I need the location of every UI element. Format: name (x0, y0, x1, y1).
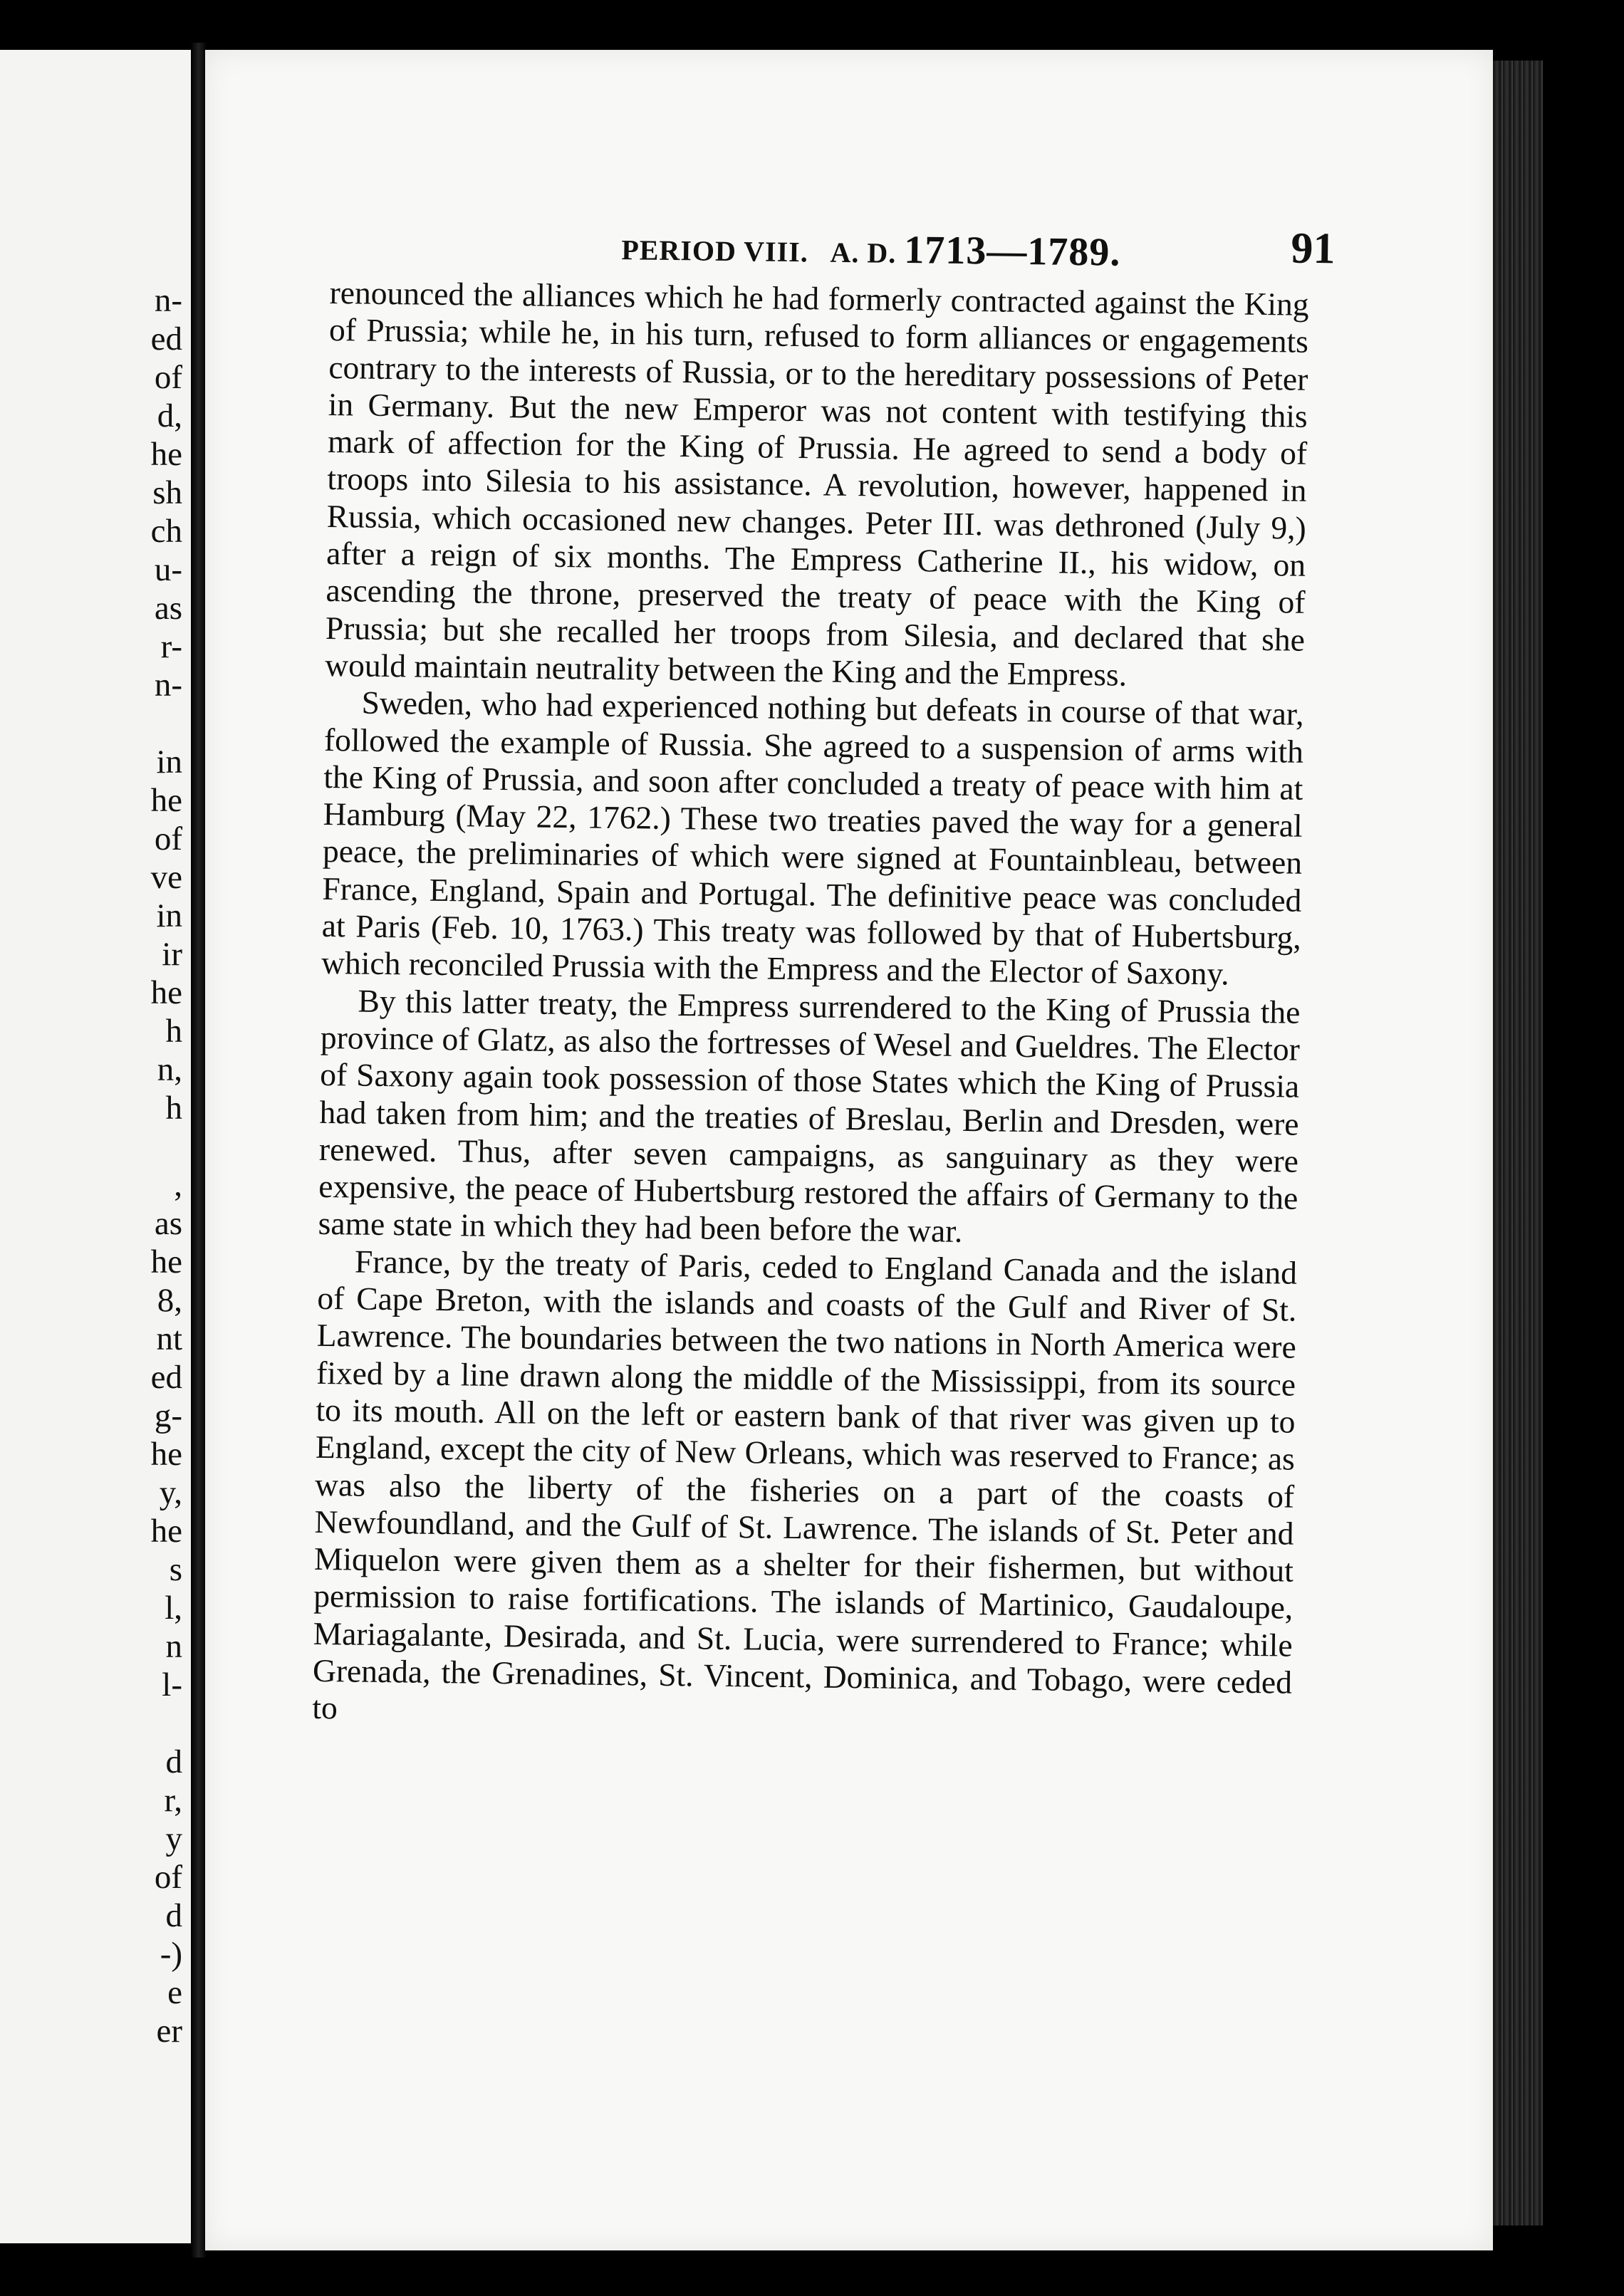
previous-page-line-ending: n- (154, 282, 182, 319)
previous-page-line-ending: he (150, 1243, 182, 1280)
previous-page-line-ending: ir (162, 936, 182, 973)
previous-page-line-ending: as (154, 1205, 182, 1242)
previous-page-line-ending: he (150, 782, 182, 819)
previous-page-line-ending: 8, (157, 1282, 182, 1319)
previous-page-line-ending: n, (157, 1051, 182, 1088)
previous-page-line-ending: ch (150, 513, 182, 550)
paragraph-4: France, by the treaty of Paris, ceded to England Canada and the island of Cape Breton, with the islands and coasts of the Gulf and River of St. Lawrence. The boundaries between the two nations in North America were fixed by a line drawn along the middle of the Mississippi, from its source to its mouth. All on the left or eastern bank of that river was given up to England, except the city of New Orleans, which was reserved to France; as was also the liberty of the fisheries on a part of the coasts of Newfoundland, and the Gulf of St. Lawrence. The islands of St. Peter and Miquelon were given them as a shelter for their fishermen, but without permission to raise fortifications. The islands of Martinico, Gaudaloupe, Mariagalante, Desirada, and St. Lucia, were surrendered to France; while Grenada, the Grenadines, St. Vincent, Dominica, and Tobago, were ceded to (312, 1243, 1298, 1726)
previous-page-line-ending: g- (154, 1397, 182, 1434)
previous-page-line-endings (151, 281, 182, 2050)
previous-page-line-ending: y, (159, 1474, 182, 1511)
previous-page-line-ending: d, (157, 397, 182, 434)
previous-page-line-ending: in (156, 897, 182, 934)
book-spine (191, 43, 207, 2258)
previous-page-line-ending: ed (150, 320, 182, 358)
previous-page-line-ending: -) (160, 1936, 182, 1973)
previous-page-line-ending: of (154, 359, 182, 396)
previous-page-line-ending: nt (156, 1320, 182, 1357)
previous-page-line-ending: he (150, 1436, 182, 1473)
previous-page-line-ending (151, 704, 182, 743)
header-period-label: PERIOD VIII. (621, 234, 809, 268)
header-period (621, 224, 1121, 276)
previous-page-line-ending: d (165, 1743, 182, 1780)
page-edges (1493, 61, 1543, 2225)
previous-page-line-ending: n- (154, 667, 182, 704)
page-body (312, 274, 1309, 1738)
previous-page-line-ending: in (156, 743, 182, 781)
previous-page-line-ending: l, (165, 1590, 182, 1627)
previous-page-line-ending: he (150, 436, 182, 473)
previous-page-line-ending: ed (150, 1359, 182, 1396)
book-page (205, 50, 1493, 2250)
previous-page-line-ending: y (165, 1820, 182, 1857)
previous-page-line-ending: r, (164, 1782, 182, 1819)
paragraph-1: renounced the alliances which he had formerly contracted against the King of Prussia; while he, in his turn, refused to form alliances or engagements contrary to the interests of Russia, or to the hereditary possessions of Peter in Germany. But the new Emperor was not content with testifying this mark of affection for the King of Prussia. He agreed to send a body of troops into Silesia to his assistance. A revolution, however, happened in Russia, which occasioned new changes. Peter III. was dethroned (July 9,) after a reign of six months. The Empress Catherine II., his widow, on ascending the throne, preserved the treaty of peace with the King of Prussia; but she recalled her troops from Silesia, and declared that she would maintain neutrality between the King and the Empress. (324, 274, 1309, 693)
previous-page-line-ending: sh (152, 474, 182, 511)
previous-page-line-ending: he (150, 1513, 182, 1550)
previous-page-line-ending: of (154, 1859, 182, 1896)
previous-page-line-ending (151, 1127, 182, 1166)
previous-page-line-ending (151, 1704, 182, 1743)
previous-page-line-ending: s (169, 1551, 182, 1588)
page-number: 91 (1291, 224, 1336, 273)
previous-page-line-ending: ve (150, 859, 182, 896)
previous-page-line-ending: er (156, 2013, 182, 2050)
previous-page-line-ending: l- (162, 1666, 182, 1703)
header-years: 1713—1789. (904, 227, 1121, 275)
paragraph-2: Sweden, who had experienced nothing but defeats in course of that war, followed the example of Russia. She agreed to a suspension of arms with the King of Prussia, and soon after concluded a treaty of peace with him at Hamburg (May 22, 1762.) These two treaties paved the way for a general peace, the preliminaries of which were signed at Fountainbleau, between France, England, Spain and Portugal. The definitive peace was concluded at Paris (Feb. 10, 1763.) This treaty was followed by that of Hubertsburg, which reconciled Prussia with the Empress and the Elector of Saxony. (321, 684, 1304, 992)
previous-page-line-ending: n (165, 1628, 182, 1665)
previous-page-line-ending: he (150, 974, 182, 1011)
previous-page-line-ending: u- (154, 551, 182, 588)
paragraph-3: By this latter treaty, the Empress surrendered to the King of Prussia the province of Glatz, as also the fortresses of Wesel and Gueldres. The Elector of Saxony again took possession of those States which the King of Prussia had taken from him; and the treaties of Breslau, Berlin and Dresden, were renewed. Thus, after seven campaigns, as sanguinary as they were expensive, the peace of Hubertsburg restored the affairs of Germany to the same state in which they had been before the war. (318, 982, 1301, 1250)
previous-page-fragment (0, 50, 195, 2243)
previous-page-line-ending: , (174, 1167, 182, 1204)
previous-page-line-ending: of (154, 820, 182, 857)
previous-page-line-ending: r- (160, 628, 182, 665)
previous-page-line-ending: as (154, 590, 182, 627)
previous-page-line-ending: h (165, 1013, 182, 1050)
previous-page-line-ending: d (165, 1897, 182, 1934)
previous-page-line-ending: e (167, 1974, 182, 2011)
previous-page-line-ending: h (165, 1090, 182, 1127)
header-ad: A. D. (830, 236, 897, 269)
